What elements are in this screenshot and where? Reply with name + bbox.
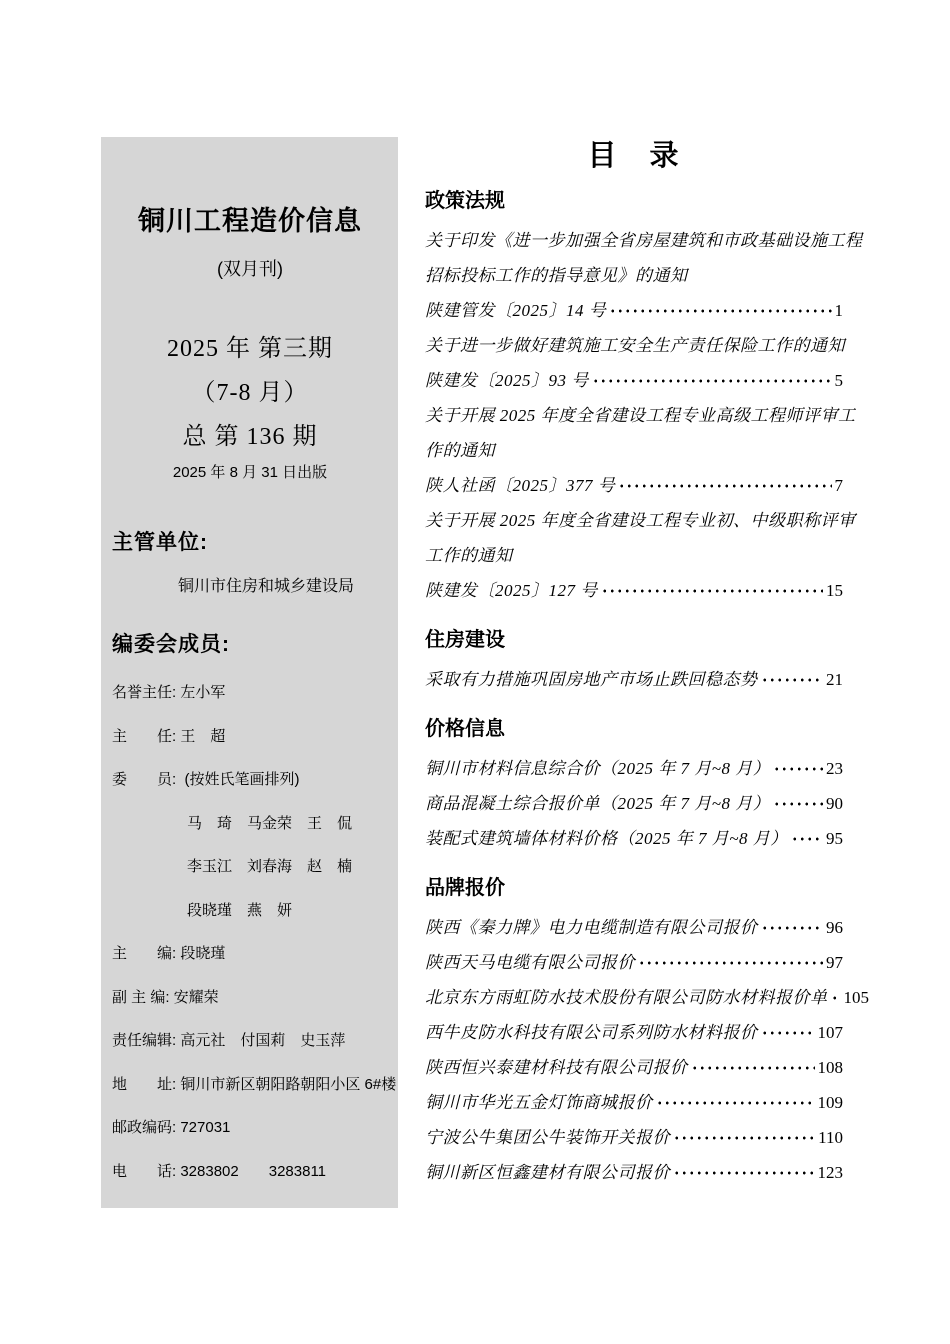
- toc-title: 目 录: [587, 140, 681, 172]
- toc-section-rows: [425, 751, 843, 856]
- toc-entry-row: [425, 363, 843, 398]
- toc-entry-page: 107: [817, 1023, 843, 1042]
- dot-leader: [618, 468, 831, 503]
- issue-year-number: 2025 年 第三期: [167, 336, 333, 362]
- toc-entry-page: 96: [826, 918, 843, 937]
- toc-entry-row: [425, 1015, 843, 1050]
- toc-section-rows: [425, 910, 869, 1190]
- toc-entry-text: 陕人社函〔2025〕377 号: [425, 476, 616, 495]
- toc-entry-text: 陕西天马电缆有限公司报价: [425, 953, 635, 972]
- toc-entry-page: 1: [834, 301, 843, 320]
- toc-entry-page: 23: [826, 759, 843, 778]
- dot-leader: [601, 573, 823, 608]
- supervisor-name: 铜川市住房和城乡建设局: [178, 578, 355, 595]
- toc-entry-row: [425, 1155, 843, 1190]
- toc-entry-text: 招标投标工作的指导意见》的通知: [425, 266, 688, 285]
- publication-info-line: 委 员: (按姓氏笔画排列): [112, 771, 300, 788]
- dot-leader: [791, 821, 823, 856]
- toc-entry-text: 北京东方雨虹防水技术股份有限公司防水材料报价单: [425, 988, 828, 1007]
- toc-entry-text: 陕西恒兴泰建材科技有限公司报价: [425, 1058, 688, 1077]
- toc-entry-page: 90: [826, 794, 843, 813]
- publication-info-line: 段晓瑾 燕 妍: [112, 901, 293, 919]
- toc-entry-text: 陕西《秦力牌》电力电缆制造有限公司报价: [425, 918, 758, 937]
- publication-info-panel: [101, 137, 398, 1208]
- toc-entry-row: [425, 258, 843, 293]
- toc-entry-row: [425, 1085, 843, 1120]
- toc-entry-row: [425, 1120, 843, 1155]
- toc-entry-row: [425, 573, 843, 608]
- publication-info-lines: [112, 671, 397, 1193]
- issue-block: [112, 327, 388, 487]
- toc-entry-row: [425, 786, 843, 821]
- toc-section-heading: 品牌报价: [425, 877, 505, 899]
- toc-entry-text: 铜川市华光五金灯饰商城报价: [425, 1093, 653, 1112]
- toc-entry-page: 108: [817, 1058, 843, 1077]
- publication-info-line: 电 话: 3283802 3283811: [112, 1162, 327, 1180]
- publication-info-line: 马 琦 马金荣 王 侃: [112, 814, 353, 832]
- publication-info-line: 邮政编码: 727031: [112, 1119, 231, 1136]
- toc-entry-text: 陕建发〔2025〕127 号: [425, 581, 598, 600]
- journal-subtitle: (双月刊): [217, 259, 283, 279]
- toc-entry-text: 作的通知: [425, 441, 495, 460]
- toc-entry-row: [425, 945, 843, 980]
- journal-title: 铜川工程造价信息: [138, 206, 362, 236]
- dot-leader: [761, 1015, 815, 1050]
- table-of-contents: [425, 138, 869, 1190]
- dot-leader: [673, 1120, 815, 1155]
- supervisor-heading: 主管单位:: [112, 531, 208, 554]
- toc-entry-row: [425, 223, 863, 258]
- toc-entry-text: 关于印发《进一步加强全省房屋建筑和市政基础设施工程: [425, 231, 863, 250]
- publication-info-line: 地 址: 铜川市新区朝阳路朝阳小区 6#楼: [112, 1075, 397, 1093]
- issue-total-number: 总 第 136 期: [182, 424, 318, 450]
- publication-info-line: 副 主 编: 安耀荣: [112, 988, 219, 1006]
- toc-entry-row: [425, 1050, 843, 1085]
- toc-section-rows: [425, 223, 863, 608]
- toc-section-heading: 住房建设: [425, 629, 505, 651]
- toc-entry-page: 110: [818, 1128, 843, 1147]
- toc-entry-row: [425, 433, 843, 468]
- toc-section: [425, 712, 843, 856]
- toc-entry-text: 采取有力措施巩固房地产市场止跌回稳态势: [425, 670, 758, 689]
- toc-entry-row: [425, 910, 843, 945]
- toc-entry-row: [425, 398, 856, 433]
- toc-entry-text: 装配式建筑墙体材料价格（2025 年 7 月~8 月）: [425, 829, 788, 848]
- toc-entry-page: 109: [817, 1093, 843, 1112]
- toc-entry-row: [425, 293, 843, 328]
- toc-entry-row: [425, 751, 843, 786]
- dot-leader: [761, 910, 824, 945]
- toc-entry-page: 123: [817, 1163, 843, 1182]
- dot-leader: [773, 786, 823, 821]
- dot-leader: [773, 751, 823, 786]
- dot-leader: [761, 662, 824, 697]
- dot-leader: [592, 363, 832, 398]
- toc-entry-page: 105: [843, 988, 869, 1007]
- toc-entry-text: 铜川市材料信息综合价（2025 年 7 月~8 月）: [425, 759, 771, 778]
- committee-heading: 编委会成员:: [112, 633, 230, 656]
- dot-leader: [831, 980, 841, 1015]
- dot-leader: [656, 1085, 815, 1120]
- toc-section-heading: 政策法规: [425, 190, 505, 212]
- publication-info-line: 主 编: 段晓瑾: [112, 945, 226, 962]
- toc-section-rows: [425, 662, 843, 697]
- toc-entry-row: [425, 328, 843, 363]
- toc-sections: [425, 184, 869, 1190]
- toc-section: [425, 871, 869, 1190]
- toc-entry-row: [425, 662, 843, 697]
- toc-entry-row: [425, 980, 869, 1015]
- toc-entry-page: 5: [834, 371, 843, 390]
- toc-section: [425, 623, 843, 697]
- toc-entry-text: 工作的通知: [425, 546, 513, 565]
- toc-entry-text: 陕建管发〔2025〕14 号: [425, 301, 607, 320]
- publication-info-line: 责任编辑: 高元社 付国莉 史玉萍: [112, 1032, 346, 1049]
- toc-section: [425, 184, 863, 608]
- publication-info-line: 名誉主任: 左小军: [112, 684, 226, 701]
- toc-entry-text: 商品混凝土综合报价单（2025 年 7 月~8 月）: [425, 794, 771, 813]
- toc-entry-text: 陕建发〔2025〕93 号: [425, 371, 589, 390]
- toc-entry-page: 21: [826, 670, 843, 689]
- toc-entry-row: [425, 468, 843, 503]
- dot-leader: [638, 945, 823, 980]
- issue-months: （7-8 月）: [191, 380, 309, 406]
- publish-date: 2025 年 8 月 31 日出版: [172, 464, 328, 481]
- toc-entry-text: 关于开展 2025 年度全省建设工程专业高级工程师评审工: [425, 406, 856, 425]
- toc-entry-page: 95: [826, 829, 843, 848]
- publication-info-line: 主 任: 王 超: [112, 727, 226, 745]
- toc-entry-page: 15: [826, 581, 843, 600]
- toc-entry-row: [425, 538, 843, 573]
- toc-entry-row: [425, 821, 843, 856]
- toc-entry-text: 关于进一步做好建筑施工安全生产责任保险工作的通知: [425, 336, 845, 355]
- toc-entry-page: 7: [834, 476, 843, 495]
- toc-entry-text: 铜川新区恒鑫建材有限公司报价: [425, 1163, 670, 1182]
- toc-section-heading: 价格信息: [425, 718, 505, 740]
- toc-entry-row: [425, 503, 856, 538]
- toc-entry-page: 97: [826, 953, 843, 972]
- dot-leader: [609, 293, 831, 328]
- toc-entry-text: 宁波公牛集团公牛装饰开关报价: [425, 1128, 670, 1147]
- dot-leader: [673, 1155, 815, 1190]
- publication-info-line: 李玉江 刘春海 赵 楠: [112, 858, 353, 875]
- dot-leader: [691, 1050, 815, 1085]
- toc-entry-text: 关于开展 2025 年度全省建设工程专业初、中级职称评审: [425, 511, 856, 530]
- toc-entry-text: 西牛皮防水科技有限公司系列防水材料报价: [425, 1023, 758, 1042]
